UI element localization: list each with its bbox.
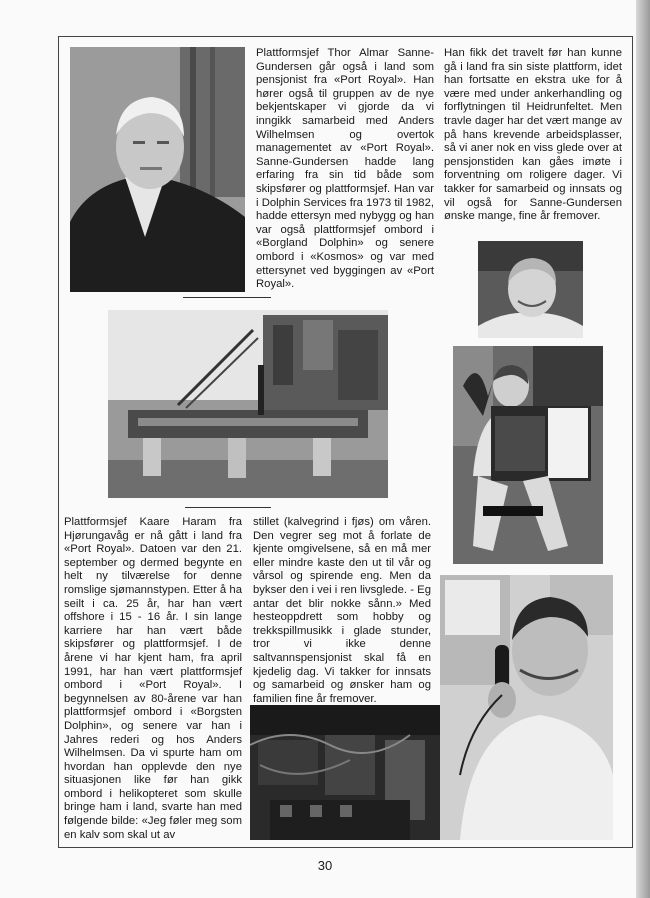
- divider-rule-bottom: [185, 507, 271, 508]
- page-edge-shadow: [636, 0, 650, 898]
- article-haram-col1: Plattformsjef Kaare Haram fra Hjørungavåg er nå gått i land fra «Port Royal». Datoen var den 21. september og dermed begynte en helt ny tilværelse for denne romslige sjømannstypen. Etter å ha seilt i ca. 25 år, har han vært offshore i 15 - 16 år. I sin lange karriere har han vært både skipsfører og plattformsjef. I de årene vi har kjent ham, fra april 1991, har han vært plattformsjef ombord i «Port Royal». I begynnelsen av 80-årene var han plattformsjef ombord i «Borgsten Dolphin», og senere var han i Jahres rederi og hos Anders Wilhelmsen. Da vi spurte ham om hvordan han opplevde den nye situasjonen like før han gikk ombord i helikopteret som skulle bringe ham i land, svarte han med følgende bilde: «Jeg føler meg som en kalv som skal ut av: [64, 516, 242, 841]
- article-sanne-gundersen-col2: Han fikk det travelt før han kunne gå i land fra sin siste plattform, idet han fortsatte en ekstra uke for å være med under ankerhandling og forflytningen til Heidrunfeltet. Men travle dager har det vært mange av på hans krevende arbeidsplasser, så vi aner nok en viss glede over at pensjonstiden kan gåes imøte i forventning om roligere dager. Vi takker for samarbeid og innsats og vil også for Sanne-Gundersen ønske mange, fine år fremover.: [444, 47, 622, 223]
- platform-port-royal-photo: [108, 310, 388, 498]
- article-haram-col2: stillet (kalvegrind i fjøs) om våren. Den vegrer seg mot å forlate de kjente omgivelsene, så en må mer eller mindre kaste den ut til vår og vårsol og spirende eng. Men da bykser den i vei i ren livsglede. - Eg antar det blir nokke sånn.» Med hesteoppdrett som hobby og trekkspillmusikk i glade stunder, tror vi ikke denne saltvannspensjonist skal få en kjedelig dag. Vi takker for innsats og samarbeid og ønsker ham og familien fine år fremover.: [253, 516, 431, 705]
- smiling-man-portrait-photo: [478, 241, 583, 338]
- portrait-sanne-gundersen-photo: [70, 47, 245, 292]
- divider-rule-top: [183, 297, 271, 298]
- man-with-accordion-photo: [453, 346, 603, 564]
- man-on-telephone-photo: [440, 575, 613, 840]
- control-room-interior-photo: [250, 705, 440, 840]
- article-sanne-gundersen-col1: Plattformsjef Thor Almar Sanne-Gundersen går også i land som pensjonist fra «Port Royal». Han hører også til gruppen av de nye bekjentskaper vi gjorde da vi inngikk samarbeid med Anders Wilhelmsen og overtok managementet av «Port Royal». Sanne-Gundersen hadde lang erfaring fra sin tid både som skipsfører og plattformsjef. Han var i Dolphin Services fra 1973 til 1982, hadde ettersyn med nybygg og han var også plattformsjef ombord i «Borgland Dolphin» og senere ombord i «Kosmos» og var med ettersynet ved byggingen av «Port Royal».: [256, 47, 434, 291]
- page-number: 30: [317, 858, 333, 873]
